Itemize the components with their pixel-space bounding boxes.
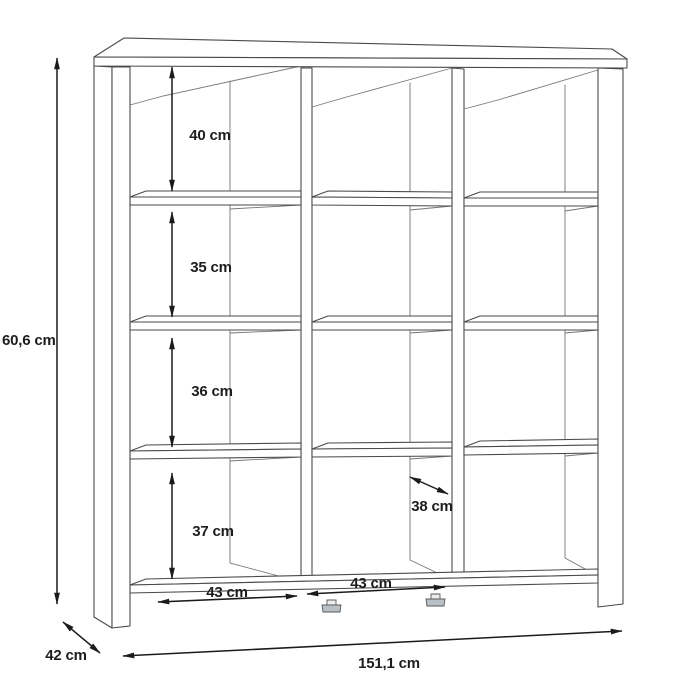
foot-left bbox=[322, 600, 341, 612]
dim-label-35cm: 35 cm bbox=[190, 259, 232, 276]
shelf-row-1 bbox=[130, 191, 598, 206]
dim-label-43cm-middle: 43 cm bbox=[350, 575, 392, 592]
dim-compartment-height-4 bbox=[172, 473, 234, 579]
dim-inner-depth bbox=[410, 477, 453, 515]
dim-overall-height bbox=[2, 58, 57, 604]
dim-label-37cm: 37 cm bbox=[192, 523, 234, 540]
foot-right bbox=[426, 594, 445, 606]
dim-label-43cm-left: 43 cm bbox=[206, 584, 248, 601]
dim-label-38cm: 38 cm bbox=[411, 498, 453, 515]
dim-overall-width bbox=[123, 631, 622, 672]
dim-label-width: 151,1 cm bbox=[358, 655, 420, 672]
dim-label-36cm: 36 cm bbox=[191, 383, 233, 400]
shelf-row-3 bbox=[130, 439, 598, 459]
dim-compartment-height-2 bbox=[172, 212, 232, 317]
dim-label-42cm: 42 cm bbox=[45, 647, 87, 664]
dim-label-40cm: 40 cm bbox=[189, 127, 231, 144]
left-leg bbox=[94, 66, 130, 628]
divider-right bbox=[452, 68, 464, 579]
right-leg bbox=[598, 68, 623, 607]
shelf-row-2 bbox=[130, 316, 598, 330]
adjustable-feet bbox=[322, 594, 445, 612]
cabinet-wireframe bbox=[94, 38, 627, 628]
dim-label-height: 60,6 cm bbox=[2, 332, 56, 349]
dim-overall-depth bbox=[45, 622, 100, 664]
dim-compartment-height-1 bbox=[172, 67, 231, 191]
dim-compartment-height-3 bbox=[172, 338, 233, 447]
divider-left bbox=[301, 68, 312, 582]
top-panel bbox=[94, 38, 627, 68]
